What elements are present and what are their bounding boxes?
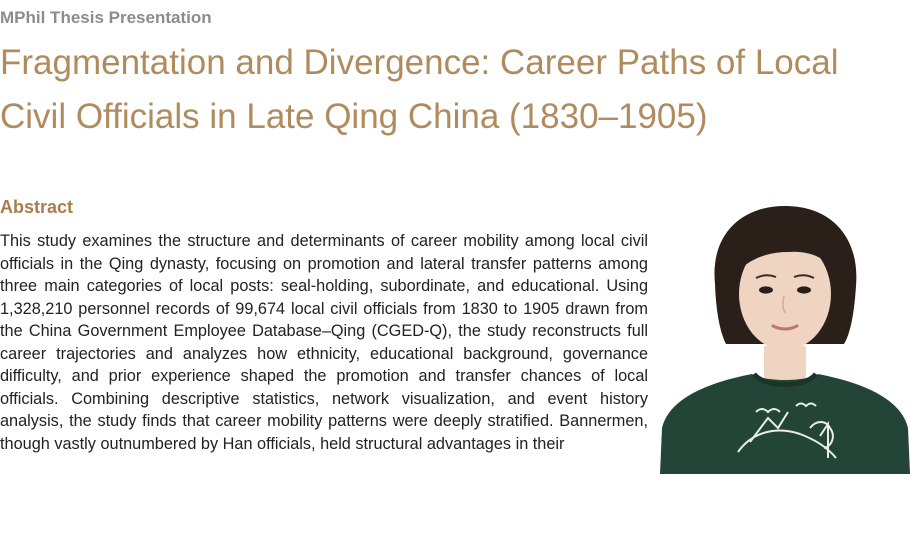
abstract-heading: Abstract [0, 197, 74, 217]
presenter-portrait [660, 166, 910, 474]
eyebrow-label: MPhil Thesis Presentation [0, 8, 212, 27]
portrait-sweater [660, 374, 910, 474]
presentation-title: Fragmentation and Divergence: Career Paths of Local Civil Officials in Late Qing China (1830–1905) [0, 43, 839, 136]
portrait-eye-right [797, 286, 811, 293]
portrait-eye-left [759, 286, 773, 293]
abstract-body: This study examines the structure and determinants of career mobility among local civil officials in the Qing dynasty, focusing on promotion and lateral transfer patterns among three main categories of local posts: seal-holding, subordinate, and educational. Using 1,328,210 personnel records of 99,674 local civil officials from 1830 to 1905 drawn from the China Government Employee Database–Qing (CGED-Q), the study reconstructs full career trajectories and analyzes how ethnicity, educational background, governance difficulty, and prior experience shaped the promotion and transfer chances of local officials. Combining descriptive statistics, network visualization, and event history analysis, the study finds that career mobility patterns were deeply stratified. Bannermen, though vastly outnumbered by Han officials, held structural advantages in their [0, 232, 648, 453]
presenter-photo [660, 166, 910, 474]
